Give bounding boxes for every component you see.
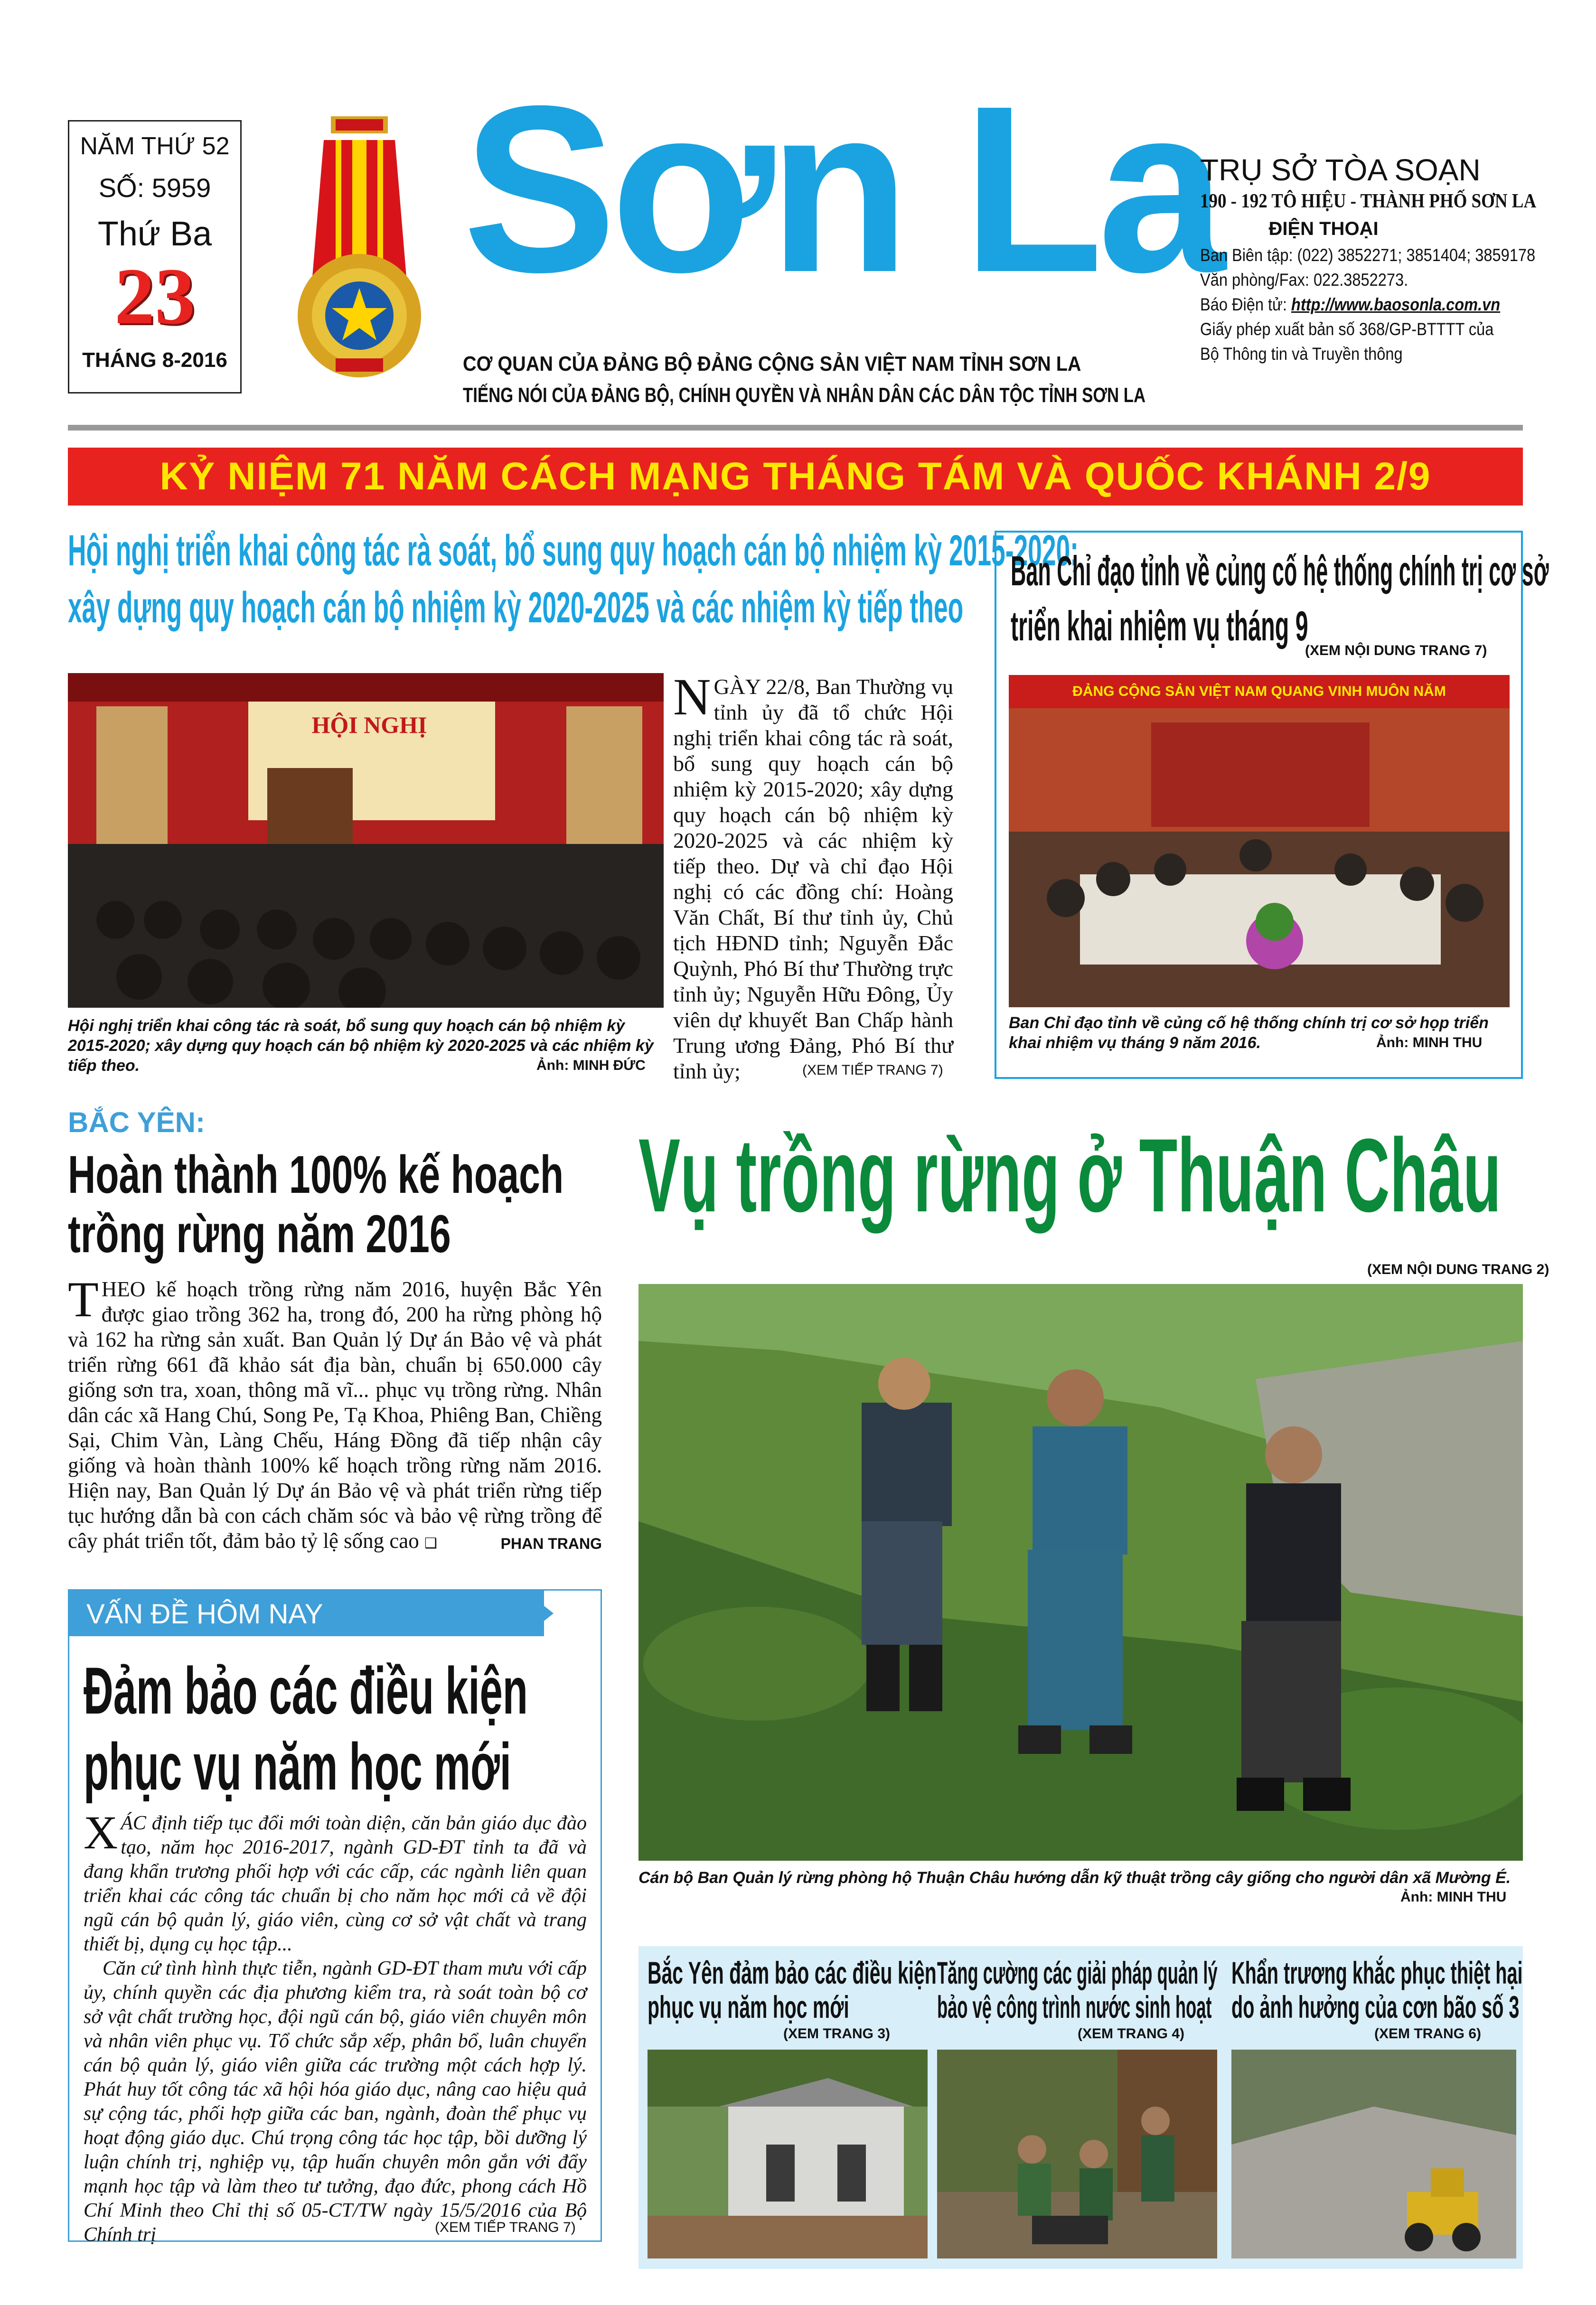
teaser-3-photo bbox=[1231, 2050, 1516, 2258]
license-line-1: Giấy phép xuất bản số 368/GP-BTTTT của bbox=[1200, 319, 1494, 339]
bacyen-kicker: BẮC YÊN: bbox=[68, 1106, 205, 1138]
editorial-body-2: Căn cứ tình hình thực tiễn, ngành GD-ĐT tham mưu với cấp ủy, chính quyền các địa phương kiểm tra, rà soát toàn bộ cơ sở vật chất trường học, đội ngũ cán bộ, giáo viên chuyên môn và nhân viên phục vụ. Tổ chức sắp xếp, phân bổ, luân chuyển cán bộ quản lý, giáo viên giữa các trường một cách hợp lý. Phát huy tốt công tác xã hội hóa giáo dục, nâng cao hiệu quả sự cộng tác, phối hợp giữa các ban, ngành, đoàn thể phục vụ hoạt động giáo dục. Chú trọng công tác học tập, bồi dưỡng lý luận chính trị, nghiệp vụ, tập huấn chuyên môn gắn với đẩy mạnh học tập và làm theo tư tưởng, đạo đức, phong cách Hồ Chí Minh theo Chỉ thị số 05-CT/TW ngày 15/5/2016 của Bộ Chính trị bbox=[84, 1958, 587, 2246]
teaser-1-line-2: phục vụ năm học mới bbox=[648, 1989, 849, 2024]
medal-emblem bbox=[291, 112, 428, 396]
editorial-body-1: ÁC định tiếp tục đổi mới toàn diện, căn bản giáo dục đào tạo, năm học 2016-2017, ngành GD-ĐT tỉnh ta đã và đang khẩn trương phối hợp với các cấp, các ngành liên quan triển khai các công tác chuẩn bị cho năm học mới cả về đội ngũ cán bộ quản lý, giáo viên, cùng cơ sở vật chất và trang thiết bị, dụng cụ học tập... bbox=[84, 1812, 587, 1955]
web-link[interactable]: http://www.baosonla.com.vn bbox=[1291, 295, 1501, 314]
bacyen-dropcap: T bbox=[68, 1272, 99, 1327]
bacyen-headline-2: trồng rừng năm 2016 bbox=[68, 1204, 451, 1264]
web-label: Báo Điện tử: bbox=[1200, 295, 1287, 314]
editorial-box bbox=[68, 1589, 602, 2246]
bacyen-author: PHAN TRANG bbox=[500, 1535, 602, 1552]
issue-label: SỐ: 5959 bbox=[98, 173, 211, 203]
chevron-right-icon bbox=[525, 1591, 554, 1636]
forest-see: (XEM NỘI DUNG TRANG 2) bbox=[1367, 1262, 1549, 1277]
lead-photo-banner-title: HỘI NGHỊ bbox=[311, 712, 427, 738]
teaser-3-line-1: Khẩn trương khắc phục thiệt hại bbox=[1231, 1955, 1523, 1990]
phone-title: ĐIỆN THOẠI bbox=[1268, 218, 1379, 239]
forest-caption: Cán bộ Ban Quản lý rừng phòng hộ Thuận Châu hướng dẫn kỹ thuật trồng cây giống cho người dân xã Mường É. bbox=[638, 1869, 1511, 1887]
editorial-kicker: VẤN ĐỀ HÔM NAY bbox=[86, 1599, 323, 1630]
anniversary-banner bbox=[68, 448, 1523, 506]
lead-body bbox=[673, 668, 953, 1084]
editorial-headline-1: Đảm bảo các điều kiện bbox=[84, 1653, 528, 1728]
steering-headline-2: triển khai nhiệm vụ tháng 9 bbox=[1011, 602, 1308, 649]
slogan-line-1: CƠ QUAN CỦA ĐẢNG BỘ ĐẢNG CỘNG SẢN VIỆT NAM TỈNH SƠN LA bbox=[463, 352, 1081, 375]
forest-photo bbox=[638, 1284, 1523, 1861]
teaser-3-see: (XEM TRANG 6) bbox=[1374, 2026, 1481, 2042]
teaser-1-photo bbox=[648, 2050, 928, 2258]
teaser-2-line-1: Tăng cường các giải pháp quản lý bbox=[937, 1955, 1218, 1990]
lead-headline-2: xây dựng quy hoạch cán bộ nhiệm kỳ 2020-2025 và các nhiệm kỳ tiếp theo bbox=[68, 583, 964, 632]
steering-photo bbox=[1009, 675, 1510, 1007]
editorial-headline-2: phục vụ năm học mới bbox=[84, 1729, 511, 1804]
steering-see: (XEM NỘI DUNG TRANG 7) bbox=[1305, 643, 1487, 658]
bacyen-body-text: HEO kế hoạch trồng rừng năm 2016, huyện Bắc Yên được giao trồng 362 ha, trong đó, 200 ha rừng phòng hộ và 162 ha rừng sản xuất. Ban Quản lý Dự án Bảo vệ và phát triển rừng 661 đã khảo sát địa bàn, chuẩn bị 650.000 cây giống sơn tra, xoan, thông mã vĩ... phục vụ trồng rừng. Nhân dân các xã Hang Chú, Song Pe, Tạ Khoa, Phiêng Ban, Chiềng Sại, Chim Vàn, Làng Chếu, Háng Đồng đã tiếp nhận cây giống và hoàn thành 100% kế hoạch trồng rừng năm 2016. Hiện nay, Ban Quản lý Dự án Bảo vệ và phát triển rừng tiếp tục hướng dẫn bà con cách chăm sóc và bảo vệ rừng trồng để cây phát triển tốt, đảm bảo tỷ lệ sống cao bbox=[68, 1277, 602, 1553]
anniversary-banner-text: KỶ NIỆM 71 NĂM CÁCH MẠNG THÁNG TÁM VÀ QUỐC KHÁNH 2/9 bbox=[160, 455, 1431, 498]
phone-line-1: Ban Biên tập: (022) 3852271; 3851404; 3859178 bbox=[1200, 245, 1536, 265]
teaser-2[interactable] bbox=[935, 1955, 1220, 2263]
steering-caption: Ban Chỉ đạo tỉnh về củng cố hệ thống chính trị cơ sở họp triển khai nhiệm vụ tháng 9 năm 2016. bbox=[1009, 1014, 1489, 1052]
teaser-2-photo bbox=[937, 2050, 1217, 2258]
editorial-body bbox=[84, 1806, 587, 2247]
lead-photo-credit: Ảnh: MINH ĐỨC bbox=[536, 1058, 646, 1073]
forest-credit: Ảnh: MINH THU bbox=[1400, 1889, 1507, 1905]
paper-title: Sơn La bbox=[463, 56, 1220, 321]
lead-body-text: GÀY 22/8, Ban Thường vụ tỉnh ủy đã tổ chức Hội nghị triển khai công tác rà soát, bổ sung quy hoạch cán bộ nhiệm kỳ 2015-2020; xây dựng quy hoạch cán bộ nhiệm kỳ 2020-2025 và các nhiệm kỳ tiếp theo. Dự và chỉ đạo Hội nghị có các đồng chí: Hoàng Văn Chất, Bí thư tỉnh ủy, Chủ tịch HĐND tỉnh; Nguyễn Đắc Quỳnh, Phó Bí thư Thường trực tỉnh ủy; Nguyễn Hữu Đông, Ủy viên dự khuyết Ban Chấp hành Trung ương Đảng, Phó Bí thư tỉnh ủy; bbox=[673, 675, 953, 1083]
web-line bbox=[1200, 292, 1501, 317]
teaser-3-line-2: do ảnh hưởng của cơn bão số 3 bbox=[1231, 1989, 1520, 2024]
phone-line-2: Văn phòng/Fax: 022.3852273. bbox=[1200, 270, 1408, 290]
teaser-2-see: (XEM TRANG 4) bbox=[1078, 2026, 1184, 2042]
bacyen-headline-1: Hoàn thành 100% kế hoạch bbox=[68, 1145, 564, 1204]
teaser-1-line-1: Bắc Yên đảm bảo các điều kiện bbox=[648, 1955, 937, 1990]
forest-headline: Vụ trồng rừng ở Thuận Châu bbox=[638, 1117, 1502, 1234]
bacyen-body bbox=[68, 1272, 602, 1556]
teaser-3[interactable] bbox=[1230, 1955, 1523, 2263]
lead-continue: (XEM TIẾP TRANG 7) bbox=[802, 1062, 943, 1078]
year-label: NĂM THỨ 52 bbox=[80, 132, 230, 160]
lead-headline-1: Hội nghị triển khai công tác rà soát, bổ sung quy hoạch cán bộ nhiệm kỳ 2015-2020; bbox=[68, 526, 1079, 575]
lead-photo bbox=[68, 673, 664, 1008]
office-address: 190 - 192 TÔ HIỆU - THÀNH PHỐ SƠN LA bbox=[1200, 190, 1537, 212]
teaser-1[interactable] bbox=[646, 1955, 937, 2263]
office-title: TRỤ SỞ TÒA SOẠN bbox=[1200, 153, 1481, 187]
month-label: THÁNG 8-2016 bbox=[82, 348, 227, 372]
date-box bbox=[68, 120, 242, 394]
day-number: 23 bbox=[114, 252, 195, 341]
steering-photo-banner: ĐẢNG CỘNG SẢN VIỆT NAM QUANG VINH MUÔN NĂM bbox=[1072, 684, 1446, 699]
teaser-1-see: (XEM TRANG 3) bbox=[783, 2026, 890, 2042]
license-line-2: Bộ Thông tin và Truyền thông bbox=[1200, 344, 1403, 364]
steering-box bbox=[995, 531, 1549, 1079]
editorial-continue: (XEM TIẾP TRANG 7) bbox=[435, 2220, 576, 2235]
slogan-line-2: TIẾNG NÓI CỦA ĐẢNG BỘ, CHÍNH QUYỀN VÀ NHÂN DÂN CÁC DÂN TỘC TỈNH SƠN LA bbox=[463, 384, 1146, 407]
editorial-dropcap: X bbox=[84, 1806, 118, 1859]
end-mark-icon: ❑ bbox=[424, 1536, 437, 1551]
teaser-2-line-2: bảo vệ công trình nước sinh hoạt bbox=[937, 1989, 1212, 2024]
weekday: Thứ Ba bbox=[97, 215, 212, 253]
lead-dropcap: N bbox=[673, 668, 711, 726]
steering-credit: Ảnh: MINH THU bbox=[1376, 1035, 1483, 1050]
lead-photo-caption: Hội nghị triển khai công tác rà soát, bổ sung quy hoạch cán bộ nhiệm kỳ 2015-2020; xây dựng quy hoạch cán bộ nhiệm kỳ 2020-2025 và các nhiệm kỳ tiếp theo. bbox=[68, 1017, 654, 1075]
steering-headline-1: Ban Chỉ đạo tỉnh về củng cố hệ thống chính trị cơ sở bbox=[1011, 547, 1549, 594]
masthead-rule bbox=[68, 425, 1523, 431]
office-block bbox=[1200, 152, 1542, 366]
